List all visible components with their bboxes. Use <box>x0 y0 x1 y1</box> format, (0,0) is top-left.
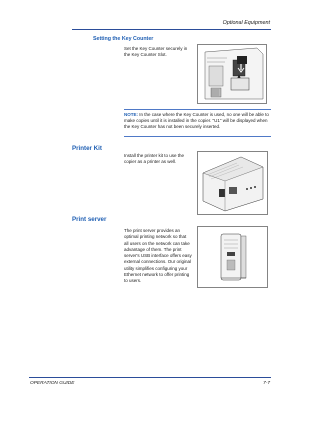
printer-kit-text: Install the printer kit to use the copier as a printer as well. <box>124 153 185 165</box>
header-divider <box>72 29 271 30</box>
key-counter-text: Set the Key Counter securely in the Key Counter Slot. <box>124 46 188 58</box>
footer-guide-name: OPERATION GUIDE <box>30 381 75 386</box>
note-label: NOTE: <box>124 112 138 117</box>
note-block <box>124 112 272 130</box>
printer-kit-heading: Printer Kit <box>72 145 102 152</box>
footer-page-number: 7-7 <box>263 381 270 386</box>
print-server-text: The print server provides an optimal printing network so that all users on the network can take advantage of them. The print server's USB interface offers easy external connections. Our original utility simplifies configuring your Ethernet network to offer printing to users. <box>124 228 192 284</box>
print-server-illustration <box>197 226 268 288</box>
note-text: In the case where the Key Counter is used, no one will be able to make copies until it is installed in the copier. "U1" will be displayed when the Key Counter has not been securely inserted. <box>124 112 269 130</box>
page-header-title: Optional Equipment <box>222 20 270 26</box>
print-server-heading: Print server <box>72 216 107 223</box>
key-counter-illustration <box>197 44 267 104</box>
note-top-rule <box>124 109 271 110</box>
key-counter-heading: Setting the Key Counter <box>93 36 154 42</box>
footer-divider <box>29 377 271 378</box>
printer-kit-illustration <box>197 151 268 215</box>
note-bottom-rule <box>124 136 271 137</box>
